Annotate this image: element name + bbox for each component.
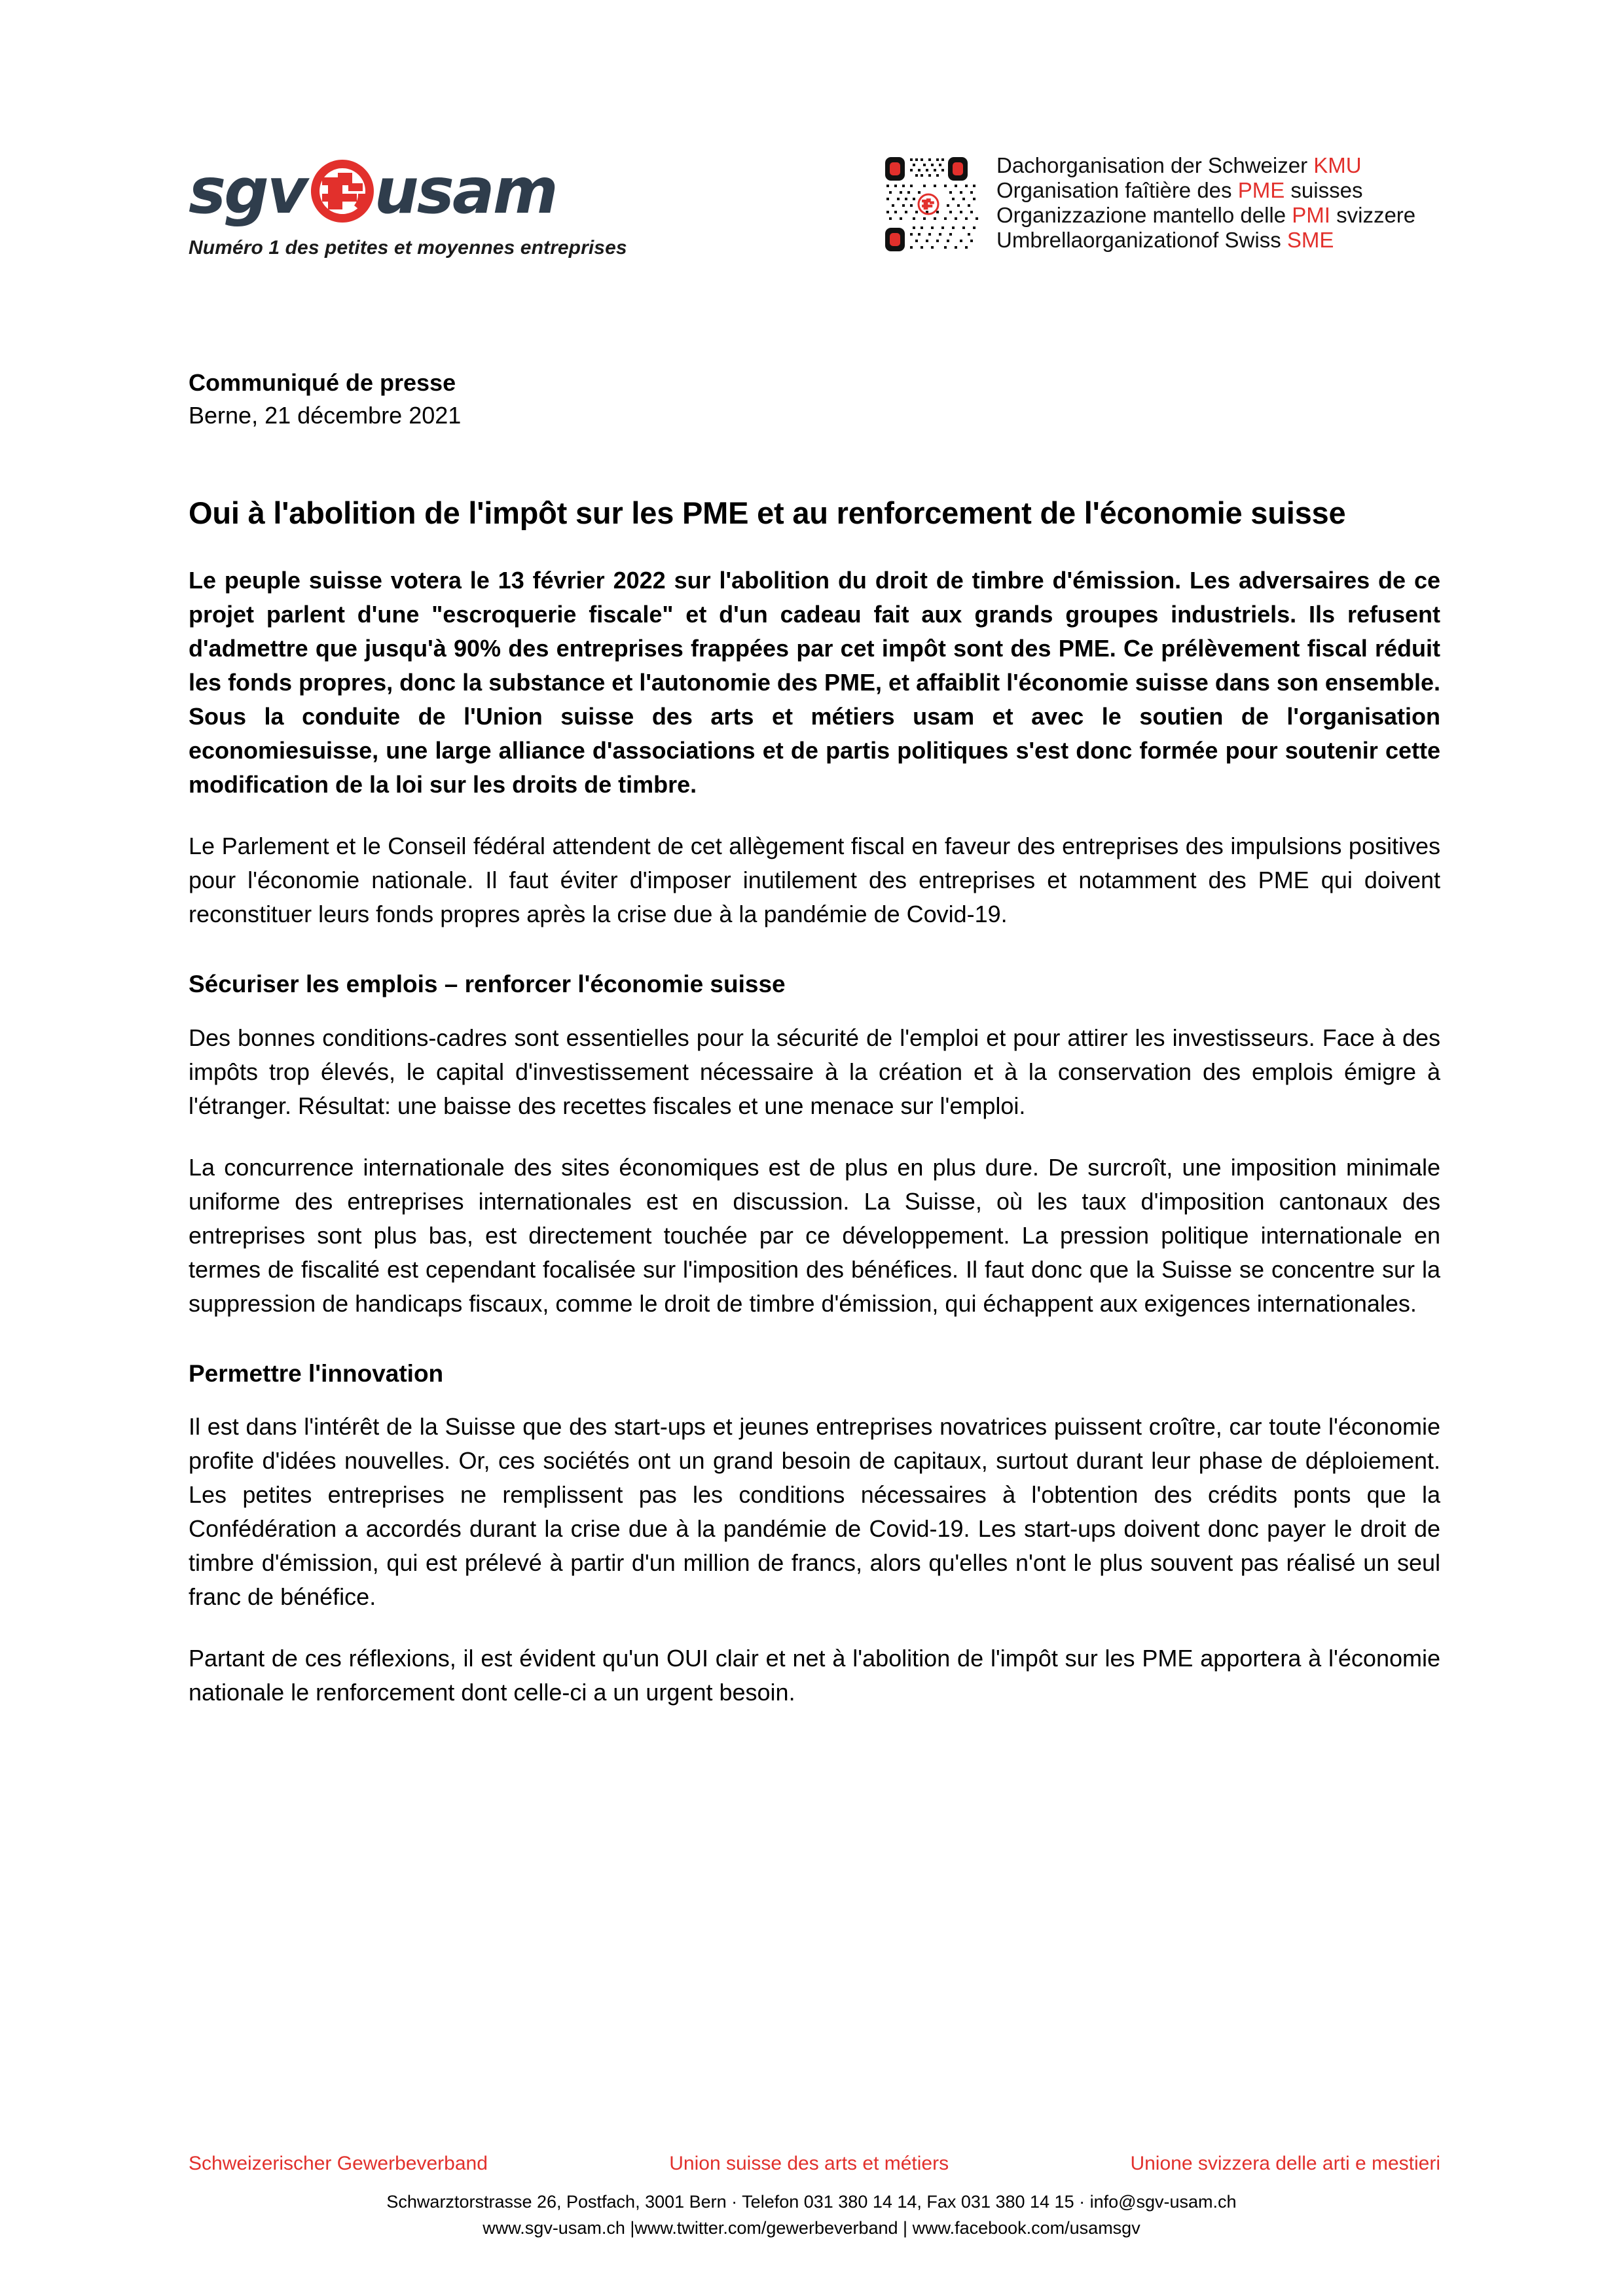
logo-tagline: Numéro 1 des petites et moyennes entreprises [189, 237, 627, 259]
section-heading-innovation: Permettre l'innovation [189, 1359, 444, 1387]
footer-org-fr: Union suisse des arts et métiers [669, 2153, 949, 2174]
claim-prefix-de: Dachorganisation der Schweizer [996, 153, 1314, 177]
footer-links-line[interactable]: www.sgv-usam.ch |www.twitter.com/gewerbeverband | www.facebook.com/usamsgv [483, 2218, 1140, 2238]
claim-keyword-sme: SME [1286, 228, 1334, 252]
qr-code-icon [883, 154, 982, 254]
section-1-paragraph-2: La concurrence internationale des sites économiques est de plus en plus dure. De surcroît, une imposition minimale uniforme des entreprises internationales est en discussion. La Suisse, où les taux d'imposition cantonaux des entreprises sont plus bas, est directement touchée par ce développement. La pression politique internationale en termes de fiscalité est cependant focalisée sur l'imposition des bénéfices. Il faut donc que la Suisse se concentre sur la suppression de handicaps fiscaux, comme le droit de timbre d'émission, qui échappent aux exigences internationales. [189, 1153, 1440, 1317]
document-dateline: Berne, 21 décembre 2021 [189, 402, 462, 429]
sgv-usam-logo [189, 154, 627, 259]
claim-line-it [996, 203, 1415, 228]
section-2-paragraph-2: Partant de ces réflexions, il est évident qu'un OUI clair et net à l'abolition de l'impôt sur les PME apportera à l'économie nationale le renforcement dont celle-ci a un urgent besoin. [189, 1645, 1440, 1706]
claim-line-de [996, 153, 1415, 178]
claim-suffix-it: svizzere [1330, 203, 1416, 227]
swiss-cross-roundel-icon [307, 156, 378, 226]
claim-prefix-en: Umbrellaorganizationof Swiss [996, 228, 1287, 252]
claim-keyword-pme: PME [1237, 178, 1285, 202]
document-kicker: Communiqué de presse [189, 369, 456, 396]
claim-line-fr [996, 178, 1415, 203]
claim-prefix-fr: Organisation faîtière des [996, 178, 1238, 202]
logo-word-usam: usam [374, 154, 556, 228]
claim-keyword-pmi: PMI [1292, 203, 1330, 227]
claim-keyword-kmu: KMU [1313, 153, 1362, 177]
footer-contact-line: Schwarztorstrasse 26, Postfach, 3001 Bern · Telefon 031 380 14 14, Fax 031 380 14 15 · info@sgv-usam.ch [386, 2192, 1237, 2212]
section-heading-securiser: Sécuriser les emplois – renforcer l'économie suisse [189, 971, 786, 997]
footer-org-it: Unione svizzera delle arti e mestieri [1130, 2153, 1440, 2174]
document-body [189, 367, 1440, 1733]
section-1-paragraph-1: Des bonnes conditions-cadres sont essentielles pour la sécurité de l'emploi et pour attirer les investisseurs. Face à des impôts trop élevés, le capital d'investissement nécessaire à la création et à la conservation des emplois émigre à l'étranger. Résultat: une baisse des recettes fiscales et une menace sur l'emploi. [189, 1024, 1440, 1119]
page-title: Oui à l'abolition de l'impôt sur les PME et au renforcement de l'économie suisse [189, 495, 1346, 530]
claim-line-list [996, 153, 1415, 253]
multilingual-claim-block [883, 152, 1415, 254]
claim-line-en [996, 228, 1415, 253]
lead-paragraph: Le peuple suisse votera le 13 février 2022 sur l'abolition du droit de timbre d'émission. Les adversaires de ce projet parlent d'une "escroquerie fiscale" et d'un cadeau fait aux grands groupes industriels. Ils refusent d'admettre que jusqu'à 90% des entreprises frappées par cet impôt sont des PME. Ce prélèvement fiscal réduit les fonds propres, donc la substance et l'autonomie des PME, et affaiblit l'économie suisse dans son ensemble. Sous la conduite de l'Union suisse des arts et métiers usam et avec le soutien de l'organisation economiesuisse, une large alliance d'associations et de partis politiques s'est donc formée pour soutenir cette modification de la loi sur les droits de timbre. [189, 567, 1440, 798]
footer-organization-names [189, 2152, 1440, 2176]
logo-wordmark-row [189, 154, 608, 228]
page-header [0, 0, 1623, 308]
footer-org-de: Schweizerischer Gewerbeverband [189, 2153, 488, 2174]
page-footer [0, 2100, 1623, 2296]
intro-paragraph: Le Parlement et le Conseil fédéral attendent de cet allègement fiscal en faveur des entreprises des impulsions positives pour l'économie nationale. Il faut éviter d'imposer inutilement des entreprises et notamment des PME qui doivent reconstituer leurs fonds propres après la crise due à la pandémie de Covid-19. [189, 833, 1440, 927]
claim-prefix-it: Organizzazione mantello delle [996, 203, 1292, 227]
logo-word-sgv: sgv [189, 154, 306, 228]
section-2-paragraph-1: Il est dans l'intérêt de la Suisse que des start-ups et jeunes entreprises novatrices puissent croître, car toute l'économie profite d'idées nouvelles. Or, ces sociétés ont un grand besoin de capitaux, surtout durant leur phase de déploiement. Les petites entreprises ne remplissent pas les conditions nécessaires à l'obtention des crédits ponts que la Confédération a accordés durant la crise due à la pandémie de Covid-19. Les start-ups doivent donc payer le droit de timbre d'émission, qui est prélevé à partir d'un million de francs, alors qu'elles n'ont le plus souvent pas réalisé un seul franc de bénéfice. [189, 1413, 1440, 1611]
claim-suffix-fr: suisses [1285, 178, 1363, 202]
